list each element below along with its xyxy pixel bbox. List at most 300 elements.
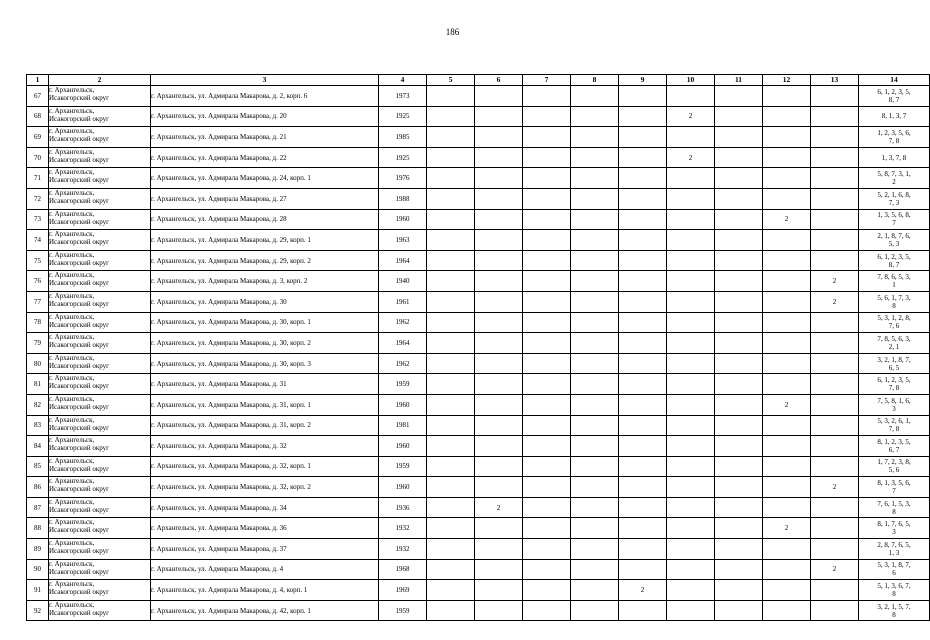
column-12-cell: 2 <box>763 394 811 415</box>
year-cell: 1925 <box>379 147 427 168</box>
cell-line: Исакогорский округ <box>49 114 110 123</box>
column-11-cell <box>715 230 763 251</box>
column-12-cell <box>763 559 811 580</box>
column-5-cell <box>427 86 475 107</box>
column-8-cell <box>571 168 619 189</box>
address-cell: г. Архангельск, ул. Адмирала Макарова, д. 31, корп. 1 <box>151 394 379 415</box>
column-13-cell <box>811 188 859 209</box>
column-9-cell <box>619 497 667 518</box>
row-number-cell: 83 <box>27 415 49 436</box>
column-7-cell <box>523 333 571 354</box>
column-9-cell <box>619 291 667 312</box>
column-10-cell <box>667 333 715 354</box>
cell-line: 8, 7 <box>888 260 900 269</box>
column-7-cell <box>523 374 571 395</box>
column-5-cell <box>427 209 475 230</box>
table-row <box>27 209 930 230</box>
column-10-cell <box>667 250 715 271</box>
cell-line: г. Архангельск, <box>49 456 95 465</box>
address-cell: г. Архангельск, ул. Адмирала Макарова, д. 30 <box>151 291 379 312</box>
cell-line: 8, 7 <box>888 95 900 104</box>
table-row <box>27 600 930 621</box>
address-cell: г. Архангельск, ул. Адмирала Макарова, д. 3, корп. 2 <box>151 271 379 292</box>
column-11-cell <box>715 559 763 580</box>
district-cell <box>49 415 151 436</box>
cell-line: 3 <box>892 404 896 413</box>
cell-line: г. Архангельск, <box>49 188 95 197</box>
column-12-cell <box>763 374 811 395</box>
cell-line: г. Архангельск, <box>49 127 95 136</box>
cell-line: г. Архангельск, <box>49 539 95 548</box>
cell-line: г. Архангельск, <box>49 559 95 568</box>
column-7-cell <box>523 230 571 251</box>
column-9-cell <box>619 415 667 436</box>
column-11-cell <box>715 374 763 395</box>
cell-line: 6, 1, 2, 3, 5, <box>877 376 911 385</box>
column-8-cell <box>571 580 619 601</box>
address-cell: г. Архангельск, ул. Адмирала Макарова, д. 2, корп. 6 <box>151 86 379 107</box>
column-12-cell <box>763 230 811 251</box>
district-cell <box>49 271 151 292</box>
column-14-cell <box>859 394 930 415</box>
column-11-cell <box>715 209 763 230</box>
district-cell <box>49 86 151 107</box>
column-13-cell <box>811 600 859 621</box>
row-number-cell: 84 <box>27 436 49 457</box>
district-cell <box>49 394 151 415</box>
column-14-cell <box>859 271 930 292</box>
column-9-cell <box>619 250 667 271</box>
column-7-cell <box>523 600 571 621</box>
column-6-cell <box>475 580 523 601</box>
address-cell: г. Архангельск, ул. Адмирала Макарова, д. 32, корп. 2 <box>151 477 379 498</box>
cell-line: г. Архангельск, <box>49 497 95 506</box>
cell-line: 7, 8 <box>888 136 900 145</box>
table-row <box>27 374 930 395</box>
table-row <box>27 559 930 580</box>
column-11-cell <box>715 188 763 209</box>
column-12-cell <box>763 353 811 374</box>
column-9-cell <box>619 230 667 251</box>
cell-line: г. Архангельск, <box>49 333 95 342</box>
year-cell: 1932 <box>379 518 427 539</box>
column-10-cell <box>667 415 715 436</box>
cell-line: 5, 3, 1, 2, 8, <box>877 314 911 323</box>
column-9-cell <box>619 209 667 230</box>
column-6-cell <box>475 456 523 477</box>
column-header-8: 8 <box>571 75 619 86</box>
column-header-7: 7 <box>523 75 571 86</box>
cell-line: г. Архангельск, <box>49 353 95 362</box>
row-number-cell: 71 <box>27 168 49 189</box>
column-7-cell <box>523 147 571 168</box>
column-8-cell <box>571 86 619 107</box>
cell-line: 5, 3 <box>888 239 900 248</box>
column-8-cell <box>571 456 619 477</box>
column-13-cell <box>811 518 859 539</box>
cell-line: Исакогорский округ <box>49 608 110 617</box>
column-8-cell <box>571 106 619 127</box>
row-number-cell: 81 <box>27 374 49 395</box>
cell-line: 3 <box>892 528 896 537</box>
column-14-cell <box>859 436 930 457</box>
district-cell <box>49 147 151 168</box>
cell-line: г. Архангельск, <box>49 271 95 280</box>
address-cell: г. Архангельск, ул. Адмирала Макарова, д. 37 <box>151 539 379 560</box>
cell-line: Исакогорский округ <box>49 464 110 473</box>
column-12-cell <box>763 127 811 148</box>
address-cell: г. Архангельск, ул. Адмирала Макарова, д. 31 <box>151 374 379 395</box>
row-number-cell: 85 <box>27 456 49 477</box>
row-number-cell: 74 <box>27 230 49 251</box>
column-5-cell <box>427 353 475 374</box>
cell-line: Исакогорский округ <box>49 299 110 308</box>
cell-line: 1, 7, 2, 3, 8, <box>877 458 911 467</box>
cell-line: Исакогорский округ <box>49 320 110 329</box>
column-10-cell <box>667 477 715 498</box>
column-6-cell <box>475 436 523 457</box>
cell-line: 1, 2, 3, 5, 6, <box>877 128 911 137</box>
column-12-cell <box>763 477 811 498</box>
column-header-12: 12 <box>763 75 811 86</box>
cell-line: 6, 1, 2, 3, 5, <box>877 252 911 261</box>
cell-line: 2, 8, 7, 6, 5, <box>877 540 911 549</box>
column-10-cell <box>667 518 715 539</box>
column-6-cell <box>475 188 523 209</box>
column-9-cell <box>619 86 667 107</box>
cell-line: Исакогорский округ <box>49 135 110 144</box>
year-cell: 1964 <box>379 333 427 354</box>
column-6-cell <box>475 415 523 436</box>
column-10-cell <box>667 374 715 395</box>
column-11-cell <box>715 394 763 415</box>
column-14-cell <box>859 291 930 312</box>
column-header-13: 13 <box>811 75 859 86</box>
address-cell: г. Архангельск, ул. Адмирала Макарова, д. 22 <box>151 147 379 168</box>
column-9-cell <box>619 518 667 539</box>
row-number-cell: 91 <box>27 580 49 601</box>
column-14-cell <box>859 250 930 271</box>
cell-line: г. Архангельск, <box>49 436 95 445</box>
district-cell <box>49 209 151 230</box>
cell-line: г. Архангельск, <box>49 518 95 527</box>
column-13-cell <box>811 353 859 374</box>
cell-line: Исакогорский округ <box>49 217 110 226</box>
cell-line: 8, 1, 2, 3, 5, <box>877 437 911 446</box>
column-8-cell <box>571 353 619 374</box>
page-number: 186 <box>445 27 460 37</box>
year-cell: 1976 <box>379 168 427 189</box>
table-row <box>27 580 930 601</box>
column-header-5: 5 <box>427 75 475 86</box>
column-9-cell <box>619 394 667 415</box>
cell-line: 5, 2, 1, 6, 8, <box>877 190 911 199</box>
column-6-cell <box>475 106 523 127</box>
column-10-cell <box>667 394 715 415</box>
cell-line: г. Архангельск, <box>49 291 95 300</box>
cell-line: 8, 1, 3, 5, 6, <box>877 479 911 488</box>
column-7-cell <box>523 353 571 374</box>
row-number-cell: 90 <box>27 559 49 580</box>
column-11-cell <box>715 600 763 621</box>
cell-line: Исакогорский округ <box>49 238 110 247</box>
column-6-cell <box>475 333 523 354</box>
column-13-cell <box>811 333 859 354</box>
column-9-cell <box>619 106 667 127</box>
column-8-cell <box>571 188 619 209</box>
cell-line: 5, 3, 2, 6, 1, <box>877 417 911 426</box>
district-cell <box>49 600 151 621</box>
column-10-cell <box>667 600 715 621</box>
district-cell <box>49 312 151 333</box>
district-cell <box>49 580 151 601</box>
table-row <box>27 168 930 189</box>
row-number-cell: 68 <box>27 106 49 127</box>
header-row <box>27 75 930 86</box>
column-header-6: 6 <box>475 75 523 86</box>
column-12-cell <box>763 106 811 127</box>
cell-line: 6, 7 <box>888 445 900 454</box>
column-5-cell <box>427 312 475 333</box>
row-number-cell: 73 <box>27 209 49 230</box>
address-cell: г. Архангельск, ул. Адмирала Макарова, д. 28 <box>151 209 379 230</box>
column-7-cell <box>523 539 571 560</box>
table-row <box>27 353 930 374</box>
column-7-cell <box>523 497 571 518</box>
address-cell: г. Архангельск, ул. Адмирала Макарова, д. 24, корп. 1 <box>151 168 379 189</box>
district-cell <box>49 374 151 395</box>
column-12-cell <box>763 456 811 477</box>
column-9-cell <box>619 477 667 498</box>
year-cell: 1964 <box>379 250 427 271</box>
table-row <box>27 188 930 209</box>
column-11-cell <box>715 250 763 271</box>
year-cell: 1963 <box>379 230 427 251</box>
cell-line: г. Архангельск, <box>49 477 95 486</box>
district-cell <box>49 333 151 354</box>
column-10-cell <box>667 580 715 601</box>
cell-line: Исакогорский округ <box>49 547 110 556</box>
column-5-cell <box>427 147 475 168</box>
column-14-cell <box>859 539 930 560</box>
column-10-cell <box>667 559 715 580</box>
column-14-cell <box>859 497 930 518</box>
column-6-cell <box>475 250 523 271</box>
column-5-cell <box>427 415 475 436</box>
column-14-cell <box>859 86 930 107</box>
column-6-cell <box>475 312 523 333</box>
column-12-cell: 2 <box>763 209 811 230</box>
column-13-cell <box>811 106 859 127</box>
column-7-cell <box>523 250 571 271</box>
column-5-cell <box>427 188 475 209</box>
cell-line: Исакогорский округ <box>49 485 110 494</box>
column-10-cell <box>667 271 715 292</box>
column-13-cell: 2 <box>811 477 859 498</box>
cell-line: 5, 6 <box>888 466 900 475</box>
column-7-cell <box>523 312 571 333</box>
district-cell <box>49 436 151 457</box>
column-8-cell <box>571 250 619 271</box>
column-12-cell <box>763 188 811 209</box>
column-5-cell <box>427 456 475 477</box>
cell-line: 7, 6, 1, 5, 3, <box>877 499 911 508</box>
column-14-cell <box>859 230 930 251</box>
column-10-cell <box>667 497 715 518</box>
column-13-cell: 2 <box>811 559 859 580</box>
column-14-cell <box>859 106 930 127</box>
cell-line: 7, 3 <box>888 198 900 207</box>
cell-line: 5, 1, 3, 6, 7, <box>877 582 911 591</box>
column-13-cell: 2 <box>811 291 859 312</box>
column-11-cell <box>715 271 763 292</box>
column-8-cell <box>571 415 619 436</box>
column-9-cell <box>619 353 667 374</box>
column-14-cell <box>859 456 930 477</box>
column-10-cell <box>667 188 715 209</box>
column-11-cell <box>715 415 763 436</box>
cell-line: 6, 5 <box>888 363 900 372</box>
column-10-cell <box>667 86 715 107</box>
column-9-cell: 2 <box>619 580 667 601</box>
column-13-cell <box>811 209 859 230</box>
column-12-cell <box>763 271 811 292</box>
table-row <box>27 436 930 457</box>
cell-line: г. Архангельск, <box>49 250 95 259</box>
column-8-cell <box>571 333 619 354</box>
table-row <box>27 477 930 498</box>
year-cell: 1968 <box>379 559 427 580</box>
column-14-cell <box>859 147 930 168</box>
cell-line: 6 <box>892 569 896 578</box>
column-8-cell <box>571 518 619 539</box>
cell-line: 7, 5, 8, 1, 6, <box>877 396 911 405</box>
address-cell: г. Архангельск, ул. Адмирала Макарова, д. 20 <box>151 106 379 127</box>
column-9-cell <box>619 456 667 477</box>
column-13-cell <box>811 86 859 107</box>
column-11-cell <box>715 168 763 189</box>
column-6-cell <box>475 147 523 168</box>
cell-line: Исакогорский округ <box>49 196 110 205</box>
year-cell: 1959 <box>379 456 427 477</box>
column-10-cell <box>667 456 715 477</box>
cell-line: 2 <box>892 178 896 187</box>
column-header-9: 9 <box>619 75 667 86</box>
cell-line: 1, 3, 7, 8 <box>881 153 907 162</box>
column-7-cell <box>523 394 571 415</box>
column-8-cell <box>571 147 619 168</box>
column-6-cell <box>475 271 523 292</box>
column-9-cell <box>619 312 667 333</box>
address-cell: г. Архангельск, ул. Адмирала Макарова, д. 42, корп. 1 <box>151 600 379 621</box>
column-8-cell <box>571 600 619 621</box>
column-14-cell <box>859 580 930 601</box>
cell-line: 7, 8, 6, 5, 3, <box>877 273 911 282</box>
column-8-cell <box>571 539 619 560</box>
year-cell: 1981 <box>379 415 427 436</box>
column-11-cell <box>715 477 763 498</box>
cell-line: 8 <box>892 301 896 310</box>
row-number-cell: 78 <box>27 312 49 333</box>
address-cell: г. Архангельск, ул. Адмирала Макарова, д. 31, корп. 2 <box>151 415 379 436</box>
column-5-cell <box>427 271 475 292</box>
table-row <box>27 147 930 168</box>
column-6-cell <box>475 374 523 395</box>
column-13-cell <box>811 436 859 457</box>
column-6-cell: 2 <box>475 497 523 518</box>
cell-line: 2, 1, 8, 7, 6, <box>877 231 911 240</box>
column-11-cell <box>715 291 763 312</box>
cell-line: 2, 1 <box>888 342 900 351</box>
cell-line: Исакогорский округ <box>49 361 110 370</box>
row-number-cell: 89 <box>27 539 49 560</box>
column-12-cell <box>763 436 811 457</box>
column-8-cell <box>571 271 619 292</box>
district-cell <box>49 188 151 209</box>
column-10-cell <box>667 127 715 148</box>
column-10-cell <box>667 230 715 251</box>
column-13-cell <box>811 312 859 333</box>
cell-line: Исакогорский округ <box>49 567 110 576</box>
column-11-cell <box>715 436 763 457</box>
column-8-cell <box>571 374 619 395</box>
column-12-cell <box>763 147 811 168</box>
column-11-cell <box>715 353 763 374</box>
row-number-cell: 76 <box>27 271 49 292</box>
row-number-cell: 87 <box>27 497 49 518</box>
column-10-cell <box>667 353 715 374</box>
column-14-cell <box>859 559 930 580</box>
column-7-cell <box>523 127 571 148</box>
address-cell: г. Архангельск, ул. Адмирала Макарова, д. 36 <box>151 518 379 539</box>
column-10-cell: 2 <box>667 147 715 168</box>
cell-line: Исакогорский округ <box>49 505 110 514</box>
column-14-cell <box>859 374 930 395</box>
column-13-cell <box>811 168 859 189</box>
cell-line: г. Архангельск, <box>49 600 95 609</box>
column-13-cell: 2 <box>811 271 859 292</box>
year-cell: 1969 <box>379 580 427 601</box>
cell-line: 1, 3 <box>888 548 900 557</box>
column-14-cell <box>859 600 930 621</box>
year-cell: 1932 <box>379 539 427 560</box>
column-12-cell <box>763 168 811 189</box>
column-13-cell <box>811 580 859 601</box>
column-header-10: 10 <box>667 75 715 86</box>
column-6-cell <box>475 518 523 539</box>
address-cell: г. Архангельск, ул. Адмирала Макарова, д. 34 <box>151 497 379 518</box>
column-5-cell <box>427 333 475 354</box>
cell-line: 7, 6 <box>888 322 900 331</box>
cell-line: 8, 1, 7, 6, 5, <box>877 520 911 529</box>
column-13-cell <box>811 127 859 148</box>
table-row <box>27 333 930 354</box>
row-number-cell: 82 <box>27 394 49 415</box>
column-8-cell <box>571 209 619 230</box>
cell-line: г. Архангельск, <box>49 415 95 424</box>
year-cell: 1988 <box>379 188 427 209</box>
table-row <box>27 415 930 436</box>
district-cell <box>49 353 151 374</box>
cell-line: 8 <box>892 610 896 619</box>
column-5-cell <box>427 127 475 148</box>
column-7-cell <box>523 477 571 498</box>
cell-line: Исакогорский округ <box>49 155 110 164</box>
column-13-cell <box>811 456 859 477</box>
table-row <box>27 539 930 560</box>
column-6-cell <box>475 291 523 312</box>
column-14-cell <box>859 333 930 354</box>
